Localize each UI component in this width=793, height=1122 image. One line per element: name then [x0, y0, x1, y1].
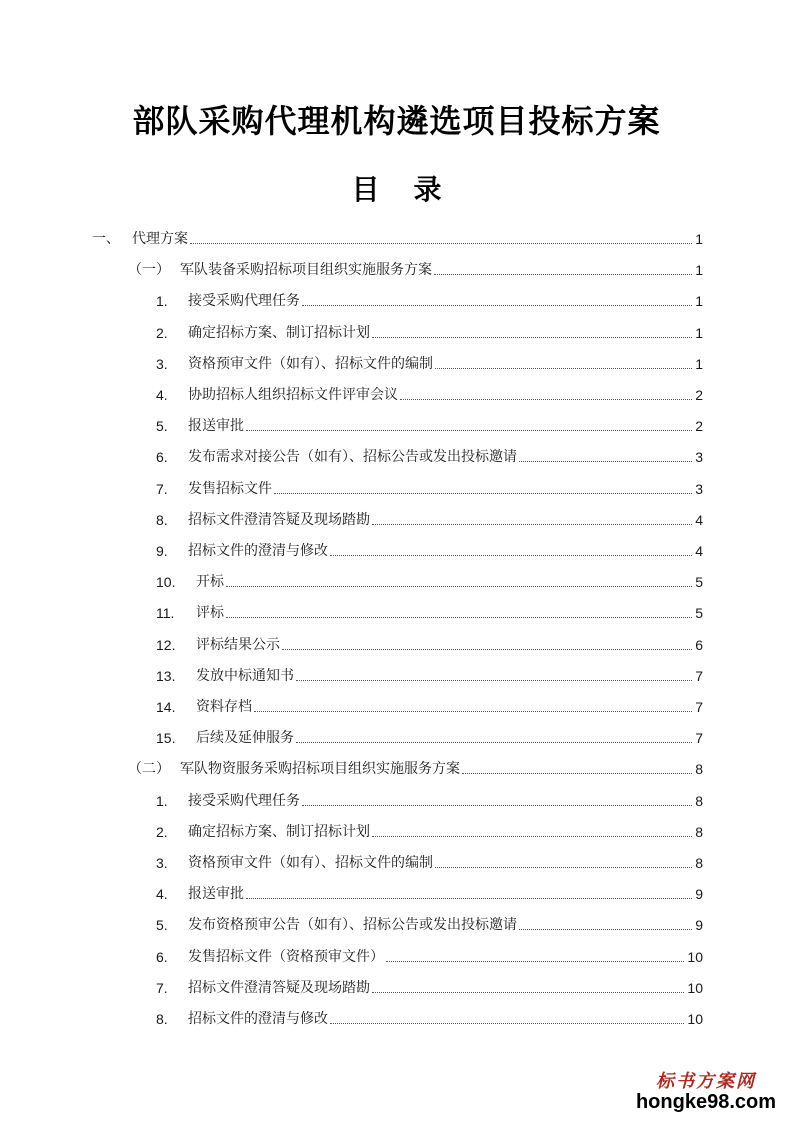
toc-entry-page: 5 [695, 605, 703, 622]
toc-entry-number: 6. [156, 948, 168, 965]
toc-entry-page: 10 [687, 948, 703, 965]
toc-entry-page: 1 [695, 324, 703, 341]
toc-leader-dots [190, 242, 692, 244]
toc-entry[interactable] [92, 224, 703, 248]
toc-entry-title: 发布需求对接公告（如有）、招标公告或发出投标邀请 [188, 449, 517, 466]
toc-leader-dots [386, 960, 684, 962]
toc-entry[interactable] [156, 380, 703, 404]
toc-entry-number: 8. [156, 1011, 168, 1027]
toc-entry[interactable] [128, 255, 703, 279]
toc-entry-page: 7 [695, 699, 703, 715]
toc-leader-dots [435, 367, 692, 369]
toc-entry-page: 8 [695, 761, 703, 778]
toc-entry-page: 1 [695, 355, 703, 372]
toc-entry-page: 5 [695, 574, 703, 591]
toc-entry[interactable] [156, 318, 703, 342]
toc-entry[interactable] [156, 567, 703, 591]
toc-entry-page: 8 [695, 855, 703, 871]
toc-entry-number: 1. [156, 293, 168, 310]
toc-entry-title: 协助招标人组织招标文件评审会议 [188, 387, 398, 403]
toc-entry-page: 3 [695, 449, 703, 466]
toc-leader-dots [296, 679, 692, 681]
toc-entry[interactable] [156, 692, 703, 716]
toc-entry-number: 7. [156, 480, 168, 497]
toc-entry[interactable] [156, 973, 703, 997]
toc-entry[interactable] [156, 848, 703, 872]
toc-leader-dots [372, 991, 684, 993]
toc-leader-dots [302, 804, 692, 806]
toc-entry-page: 10 [687, 979, 703, 996]
toc-entry-number: 3. [156, 355, 168, 372]
toc-entry-number: 10. [156, 574, 176, 591]
toc-leader-dots [282, 648, 692, 650]
toc-leader-dots [435, 866, 692, 868]
toc-leader-dots [330, 554, 692, 556]
toc-entry-number: 3. [156, 855, 168, 871]
toc-leader-dots [246, 429, 692, 431]
toc-heading-char-1: 目 [351, 173, 380, 206]
toc-entry[interactable] [156, 536, 703, 560]
toc-entry-page: 8 [695, 792, 703, 809]
toc-entry[interactable] [156, 411, 703, 435]
toc-entry-page: 7 [695, 730, 703, 747]
toc-entry-title: 发放中标通知书 [196, 667, 294, 684]
toc-entry-title: 资料存档 [196, 699, 252, 715]
toc-entry-page: 10 [687, 1011, 703, 1027]
toc-entry-page: 1 [695, 231, 703, 247]
watermark [631, 1067, 781, 1114]
toc-entry-page: 3 [695, 480, 703, 497]
toc-entry-page: 1 [695, 262, 703, 279]
toc-entry-title: 接受采购代理任务 [188, 792, 300, 809]
toc-entry-page: 4 [695, 511, 703, 528]
toc-entry-title: 代理方案 [132, 231, 188, 247]
toc-entry-title: 招标文件的澄清与修改 [188, 1011, 328, 1027]
toc-leader-dots [434, 273, 692, 275]
toc-leader-dots [330, 1022, 684, 1024]
toc-entry-title: 军队物资服务采购招标项目组织实施服务方案 [180, 761, 460, 778]
toc-entry-number: 1. [156, 792, 168, 809]
toc-entry-title: 发售招标文件（资格预审文件） [188, 948, 384, 965]
toc-entry-title: 发售招标文件 [188, 480, 272, 497]
toc-leader-dots [226, 585, 692, 587]
document-title: 部队采购代理机构遴选项目投标方案 [132, 102, 661, 140]
toc-leader-dots [246, 897, 692, 899]
toc-entry-page: 9 [695, 917, 703, 934]
toc-entry-title: 资格预审文件（如有）、招标文件的编制 [188, 355, 433, 372]
toc-entry-number: 8. [156, 511, 168, 528]
toc-entry-page: 4 [695, 543, 703, 559]
toc-entry[interactable] [156, 349, 703, 373]
toc-entry-number: 4. [156, 886, 168, 903]
toc-entry-title: 军队装备采购招标项目组织实施服务方案 [180, 262, 432, 279]
toc-entry[interactable] [156, 910, 703, 934]
toc-entry-page: 8 [695, 823, 703, 840]
toc-entry-number: 4. [156, 387, 168, 403]
toc-entry[interactable] [156, 598, 703, 622]
toc-leader-dots [519, 928, 692, 930]
toc-entry-number: 6. [156, 449, 168, 466]
toc-entry-number: 9. [156, 543, 168, 559]
toc-entry-title: 评标 [196, 605, 224, 622]
toc-entry-title: 确定招标方案、制订招标计划 [188, 324, 370, 341]
toc-entry-number: 12. [156, 636, 176, 653]
toc-leader-dots [274, 492, 692, 494]
toc-heading-char-2: 录 [413, 173, 442, 206]
toc-entry[interactable] [156, 723, 703, 747]
toc-entry-page: 1 [695, 293, 703, 310]
toc-entry[interactable] [156, 817, 703, 841]
toc-entry-title: 接受采购代理任务 [188, 293, 300, 310]
toc-entry[interactable] [156, 942, 703, 966]
toc-entry-page: 7 [695, 667, 703, 684]
toc-entry[interactable] [156, 879, 703, 903]
toc-entry[interactable] [156, 442, 703, 466]
toc-entry-title: 发布资格预审公告（如有）、招标公告或发出投标邀请 [188, 917, 517, 934]
toc-leader-dots [372, 336, 692, 338]
watermark-brand: 标书方案网 [656, 1071, 756, 1092]
toc-entry-number: 11. [156, 605, 175, 622]
toc-entry-title: 后续及延伸服务 [196, 730, 294, 747]
toc-entry-number: 15. [156, 730, 176, 747]
toc-entry-number: 14. [156, 699, 176, 715]
toc-entry-number: 2. [156, 324, 168, 341]
toc-leader-dots [372, 523, 692, 525]
toc-entry-number: （一） [128, 262, 170, 279]
toc-entry-page: 9 [695, 886, 703, 903]
toc-entry-number: 一、 [92, 231, 120, 247]
toc-entry[interactable] [128, 754, 703, 778]
toc-leader-dots [254, 710, 692, 712]
toc-entry-number: （二） [128, 761, 170, 778]
toc-leader-dots [462, 772, 692, 774]
toc-entry-page: 2 [695, 387, 703, 403]
toc-entry-number: 13. [156, 667, 176, 684]
toc-entry[interactable] [156, 505, 703, 529]
toc-leader-dots [296, 741, 692, 743]
toc-entry-number: 2. [156, 823, 168, 840]
toc-leader-dots [400, 398, 692, 400]
toc-entry-title: 报送审批 [188, 886, 244, 903]
toc-entry[interactable] [156, 661, 703, 685]
toc-entry-title: 招标文件澄清答疑及现场踏勘 [188, 511, 370, 528]
toc-heading [0, 168, 793, 208]
toc-entry[interactable] [156, 1004, 703, 1028]
toc-entry-title: 开标 [196, 574, 224, 591]
toc-entry-title: 招标文件的澄清与修改 [188, 543, 328, 559]
toc-entry-title: 资格预审文件（如有）、招标文件的编制 [188, 855, 433, 871]
watermark-url: hongke98.com [635, 1091, 777, 1113]
toc-leader-dots [302, 304, 692, 306]
toc-entry-number: 5. [156, 917, 168, 934]
toc-leader-dots [519, 460, 692, 462]
toc-leader-dots [372, 835, 692, 837]
toc-entry-title: 招标文件澄清答疑及现场踏勘 [188, 979, 370, 996]
toc-entry-page: 2 [695, 418, 703, 435]
toc-leader-dots [226, 616, 692, 618]
toc-entry-number: 7. [156, 979, 168, 996]
toc-entry[interactable] [156, 786, 703, 810]
toc-entry-title: 评标结果公示 [196, 636, 280, 653]
toc-entry[interactable] [156, 286, 703, 310]
toc-entry[interactable] [156, 630, 703, 654]
toc-entry-title: 确定招标方案、制订招标计划 [188, 823, 370, 840]
toc-entry[interactable] [156, 474, 703, 498]
toc-entry-number: 5. [156, 418, 168, 435]
toc-entry-title: 报送审批 [188, 418, 244, 435]
toc-entry-page: 6 [695, 636, 703, 653]
